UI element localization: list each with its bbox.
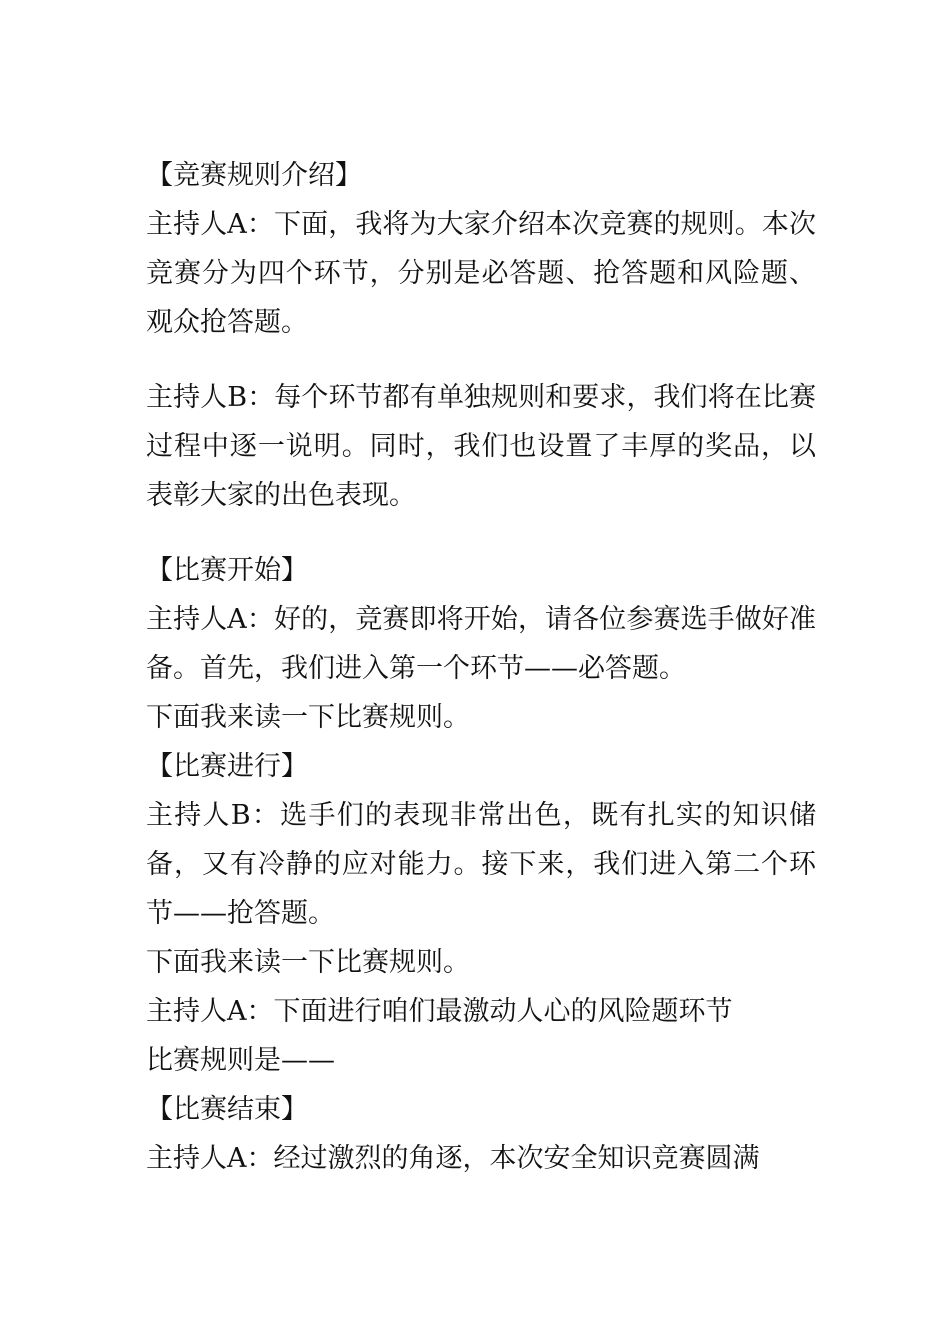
section-heading-rules: 【竞赛规则介绍】 [146, 160, 362, 191]
paragraph-host-a-rules: 主持人A：下面，我将为大家介绍本次竞赛的规则。本次竞赛分为四个环节，分别是必答题、抢答题和风险题、观众抢答题。 [146, 209, 816, 338]
paragraph-host-b-rules: 主持人B：每个环节都有单独规则和要求，我们将在比赛过程中逐一说明。同时，我们也设置了丰厚的奖品，以表彰大家的出色表现。 [146, 382, 816, 511]
text-line-read-rules-1: 下面我来读一下比赛规则。 [146, 702, 470, 733]
section-heading-progress: 【比赛进行】 [146, 751, 308, 782]
text-line-read-rules-2: 下面我来读一下比赛规则。 [146, 947, 470, 978]
paragraph-host-b-progress: 主持人B：选手们的表现非常出色，既有扎实的知识储备，又有冷静的应对能力。接下来，我们进入第二个环节——抢答题。 [146, 800, 816, 929]
document-body [146, 151, 816, 1183]
text-line-host-a-risk: 主持人A：下面进行咱们最激动人心的风险题环节 [146, 996, 733, 1027]
paragraph-host-a-start: 主持人A：好的，竞赛即将开始，请各位参赛选手做好准备。首先，我们进入第一个环节——必答题。 [146, 604, 816, 684]
section-heading-end: 【比赛结束】 [146, 1094, 308, 1125]
text-line-host-a-end: 主持人A：经过激烈的角逐，本次安全知识竞赛圆满 [146, 1143, 760, 1174]
text-line-rules-are: 比赛规则是—— [146, 1045, 335, 1076]
section-heading-start: 【比赛开始】 [146, 555, 308, 586]
